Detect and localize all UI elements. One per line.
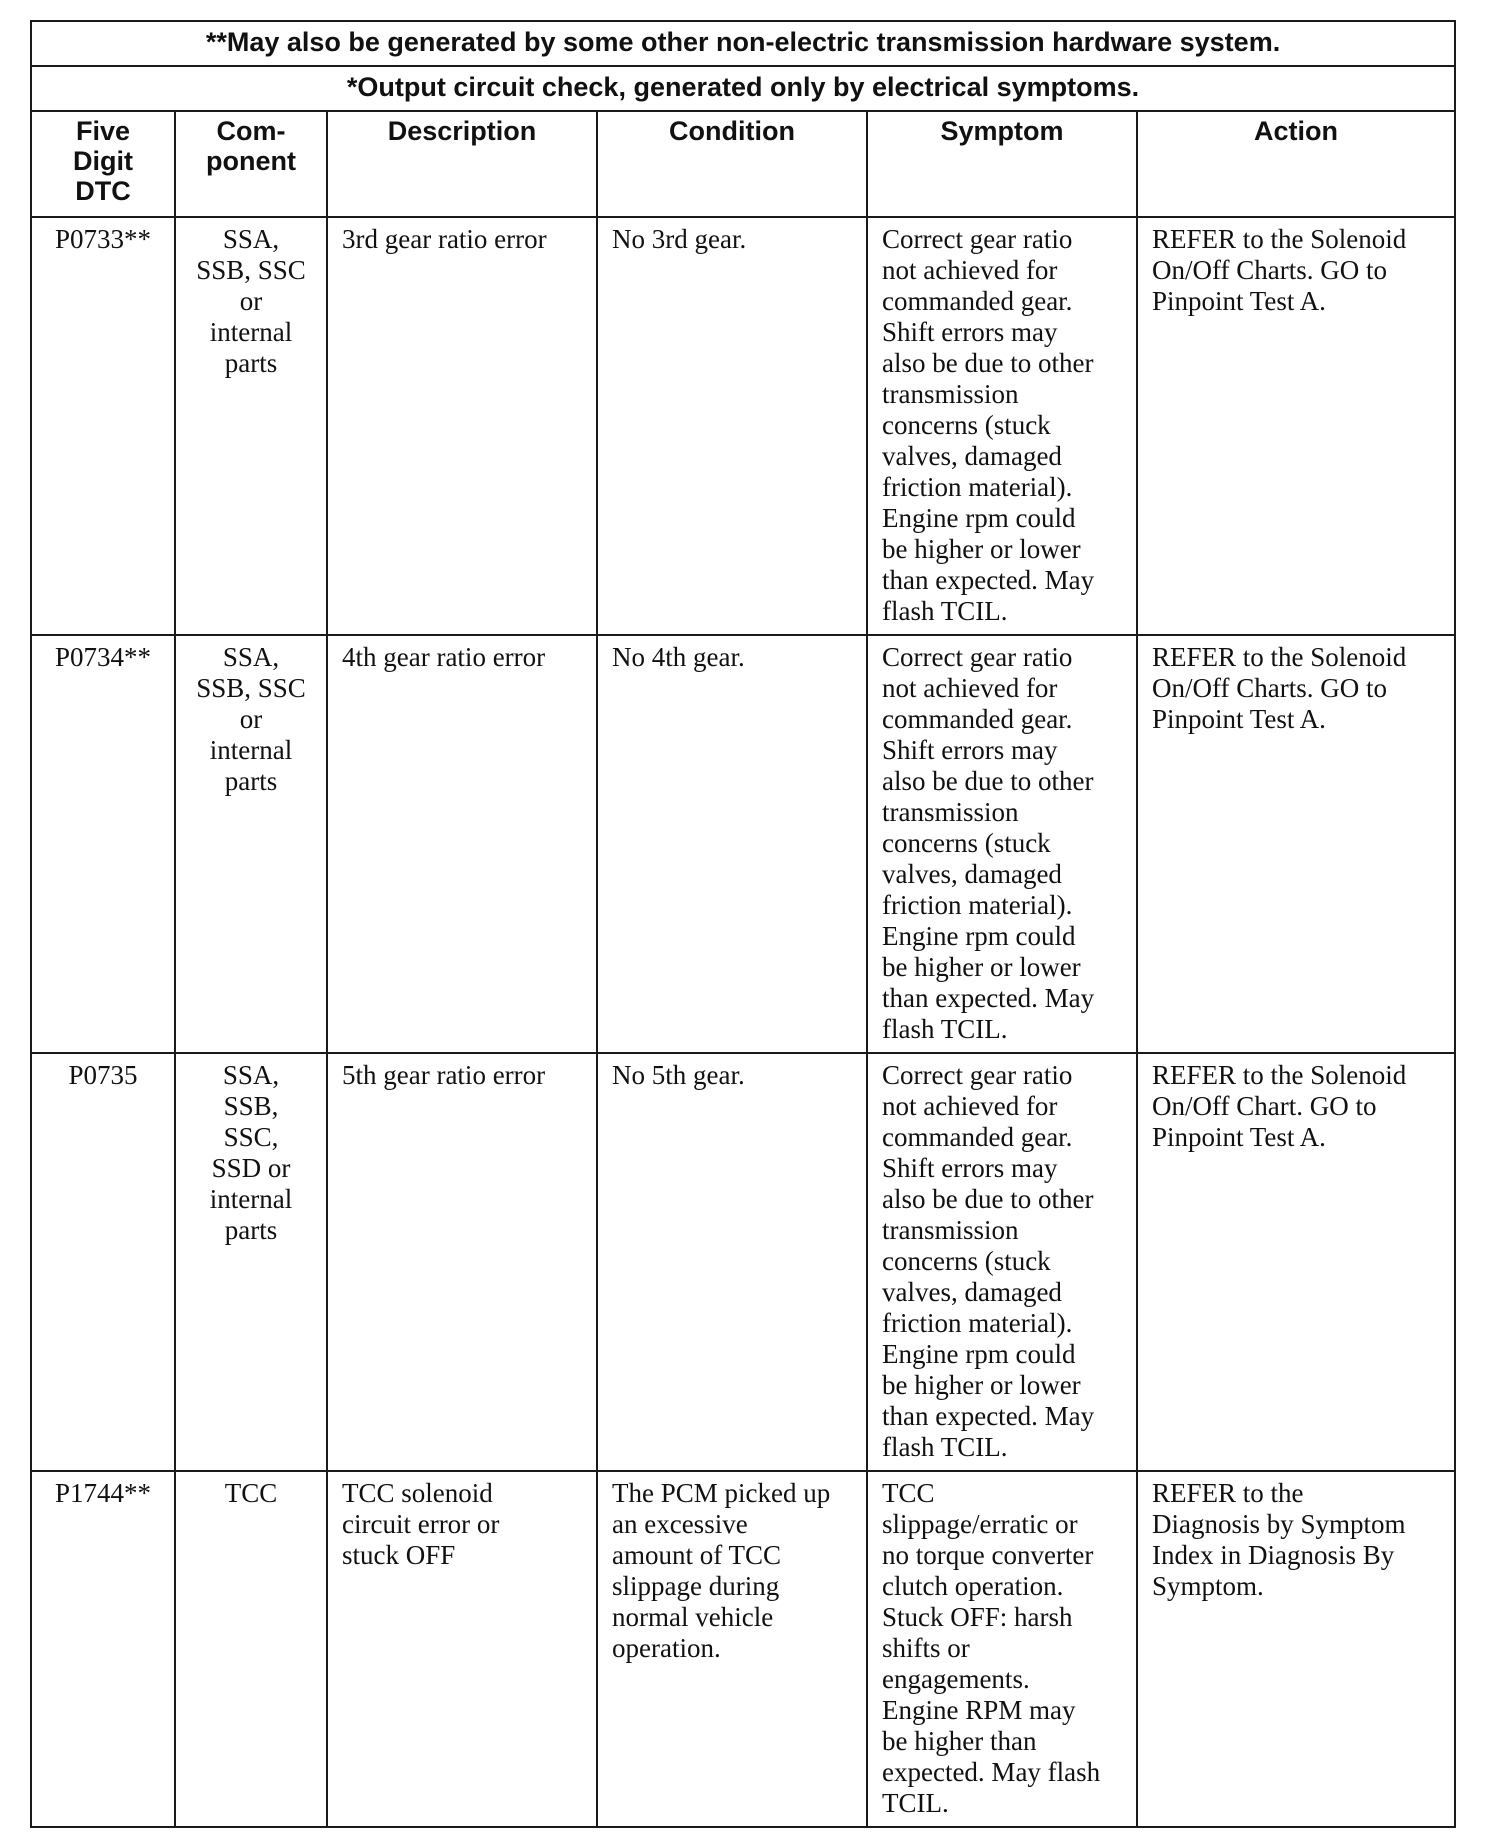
component-cell: SSA, SSB, SSC, SSD or internal parts <box>175 1053 327 1471</box>
note-output: *Output circuit check, generated only by electrical symptoms. <box>31 66 1455 111</box>
note-row-output <box>31 66 1455 111</box>
note-row-hardware <box>31 21 1455 66</box>
component-cell: TCC <box>175 1471 327 1827</box>
dtc-code: P0734** <box>31 635 175 1053</box>
description-cell: TCC solenoid circuit error or stuck OFF <box>327 1471 597 1827</box>
header-condition: Condition <box>597 111 867 217</box>
table-row <box>31 1053 1455 1471</box>
dtc-code: P0733** <box>31 217 175 635</box>
note-hardware: **May also be generated by some other non-electric transmission hardware system. <box>31 21 1455 66</box>
description-cell: 5th gear ratio error <box>327 1053 597 1471</box>
dtc-table <box>30 20 1456 1828</box>
header-action: Action <box>1137 111 1455 217</box>
symptom-cell: Correct gear ratio not achieved for commanded gear. Shift errors may also be due to other transmission concerns (stuck valves, damaged friction material). Engine rpm could be higher or lower than expected. May flash TCIL. <box>867 217 1137 635</box>
header-row <box>31 111 1455 217</box>
header-dtc: Five Digit DTC <box>31 111 175 217</box>
table-row <box>31 1471 1455 1827</box>
action-cell: REFER to the Solenoid On/Off Charts. GO to Pinpoint Test A. <box>1137 635 1455 1053</box>
symptom-cell: Correct gear ratio not achieved for commanded gear. Shift errors may also be due to other transmission concerns (stuck valves, damaged friction material). Engine rpm could be higher or lower than expected. May flash TCIL. <box>867 635 1137 1053</box>
table-row <box>31 635 1455 1053</box>
component-cell: SSA, SSB, SSC or internal parts <box>175 635 327 1053</box>
condition-cell: No 5th gear. <box>597 1053 867 1471</box>
description-cell: 4th gear ratio error <box>327 635 597 1053</box>
header-description: Description <box>327 111 597 217</box>
action-cell: REFER to the Solenoid On/Off Charts. GO to Pinpoint Test A. <box>1137 217 1455 635</box>
condition-cell: The PCM picked up an excessive amount of TCC slippage during normal vehicle operation. <box>597 1471 867 1827</box>
condition-cell: No 4th gear. <box>597 635 867 1053</box>
action-cell: REFER to the Solenoid On/Off Chart. GO to Pinpoint Test A. <box>1137 1053 1455 1471</box>
component-cell: SSA, SSB, SSC or internal parts <box>175 217 327 635</box>
header-component: Com- ponent <box>175 111 327 217</box>
condition-cell: No 3rd gear. <box>597 217 867 635</box>
symptom-cell: Correct gear ratio not achieved for commanded gear. Shift errors may also be due to other transmission concerns (stuck valves, damaged friction material). Engine rpm could be higher or lower than expected. May flash TCIL. <box>867 1053 1137 1471</box>
dtc-code: P1744** <box>31 1471 175 1827</box>
description-cell: 3rd gear ratio error <box>327 217 597 635</box>
symptom-cell: TCC slippage/erratic or no torque converter clutch operation. Stuck OFF: harsh shifts or engagements. Engine RPM may be higher than expected. May flash TCIL. <box>867 1471 1137 1827</box>
header-symptom: Symptom <box>867 111 1137 217</box>
action-cell: REFER to the Diagnosis by Symptom Index in Diagnosis By Symptom. <box>1137 1471 1455 1827</box>
dtc-code: P0735 <box>31 1053 175 1471</box>
table-row <box>31 217 1455 635</box>
